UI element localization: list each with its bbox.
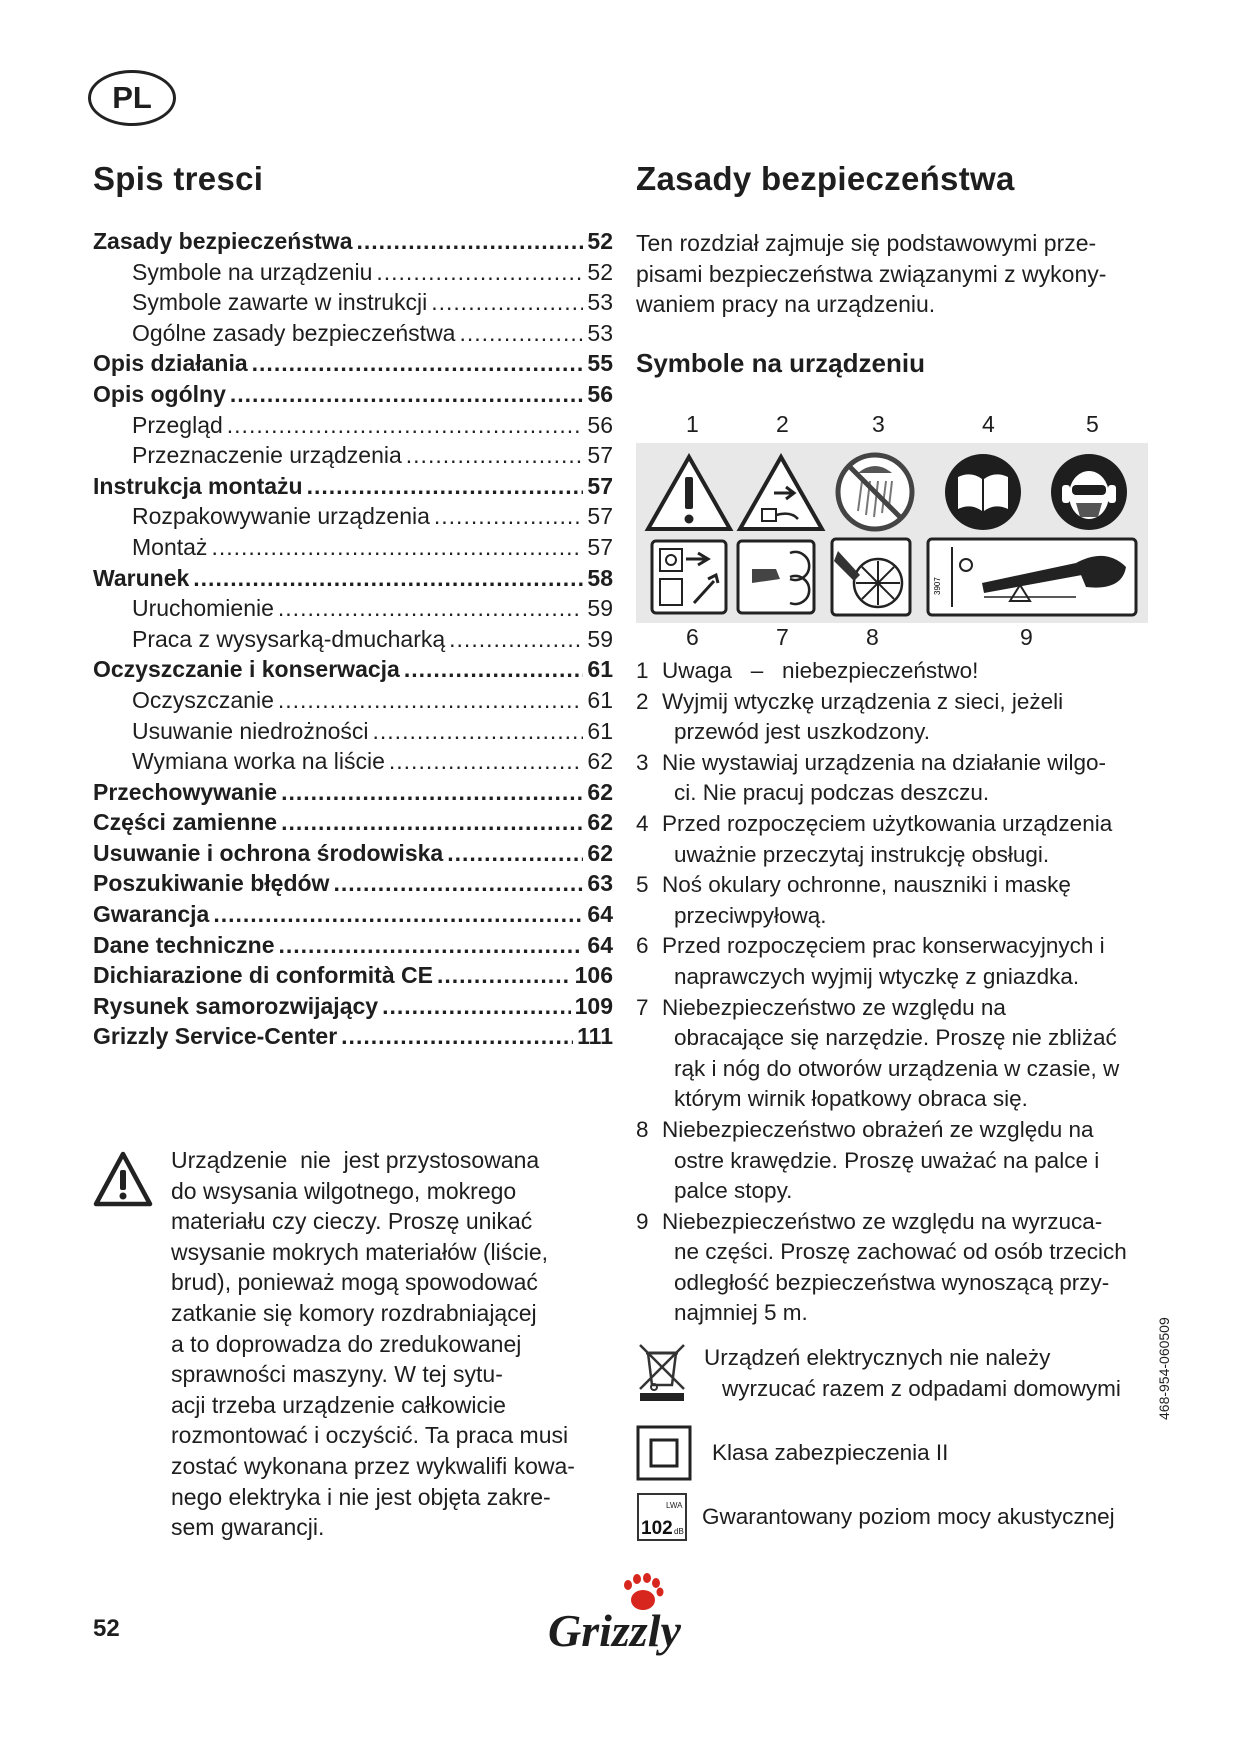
toc-entry-label: Oczyszczanie — [132, 686, 274, 713]
symbol-description-number: 8 — [636, 1116, 649, 1142]
warning-line: acji trzeba urządzenie całkowicie — [171, 1391, 506, 1418]
symbol-description-text: obracające się narzędzie. Proszę nie zbliżać — [674, 1025, 1117, 1051]
rotating-tool-icon — [736, 539, 816, 615]
symbol-number: 2 — [776, 411, 789, 437]
toc-entry — [93, 932, 613, 963]
symbol-description-line — [636, 717, 1156, 748]
symbol-description-number — [636, 962, 662, 993]
toc-leader-dots — [281, 809, 583, 836]
symbol-numbers-bottom — [636, 624, 1156, 654]
toc-entry-label: Przegląd — [132, 411, 223, 438]
symbol-description-text: ci. Nie pracuj podczas deszczu. — [674, 780, 990, 806]
toc-leader-dots — [406, 442, 584, 469]
weee-line-1: Urządzeń elektrycznych nie należy — [704, 1345, 1051, 1370]
symbol-description-text: uważnie przeczytaj instrukcję obsługi. — [674, 841, 1050, 867]
toc-entry-page: 58 — [587, 564, 613, 591]
toc-leader-dots — [357, 228, 584, 255]
toc-entry — [93, 350, 613, 381]
toc-entry-page: 52 — [587, 258, 613, 285]
symbol-description-number — [636, 1023, 662, 1054]
toc-entry-page: 59 — [587, 595, 613, 622]
symbol-description-text: odległość bezpieczeństwa wynoszącą przy- — [674, 1269, 1110, 1295]
read-manual-icon — [942, 451, 1024, 533]
symbol-description-line — [636, 962, 1156, 993]
symbol-description-line — [636, 1146, 1156, 1177]
symbol-description-number — [636, 717, 662, 748]
unplug-before-maintenance-icon — [650, 539, 728, 615]
symbol-description-line — [636, 687, 1156, 718]
toc-entry — [93, 534, 613, 565]
warning-line: do wsysania wilgotnego, mokrego — [171, 1177, 517, 1204]
language-badge: PL — [88, 70, 176, 126]
toc-leader-dots — [376, 259, 583, 286]
symbol-description-number: 2 — [636, 688, 649, 714]
toc-entry-label: Dichiarazione di conformità CE — [93, 962, 433, 989]
toc-entry — [93, 259, 613, 290]
toc-leader-dots — [227, 412, 584, 439]
toc-leader-dots — [459, 320, 583, 347]
toc-entry-label: Dane techniczne — [93, 931, 275, 958]
symbol-description-number: 7 — [636, 994, 649, 1020]
symbol-descriptions — [636, 656, 1156, 1329]
symbol-description-line — [636, 656, 1156, 687]
warning-note — [171, 1145, 611, 1543]
symbol-description-text: przewód jest uszkodzony. — [674, 719, 930, 745]
toc-entry-page: 109 — [574, 992, 613, 1019]
toc-entry-page: 63 — [587, 870, 613, 897]
symbol-description-line — [636, 1023, 1156, 1054]
symbol-number: 1 — [686, 411, 699, 437]
protective-gear-icon — [1048, 451, 1130, 533]
toc-entry — [93, 779, 613, 810]
toc-entry-label: Przeznaczenie urządzenia — [132, 442, 402, 469]
symbol-number: 3 — [872, 411, 885, 437]
symbol-description-text: Nie wystawiaj urządzenia na działanie wilgo- — [662, 749, 1106, 775]
toc-entry-page: 62 — [587, 778, 613, 805]
symbol-description-number — [636, 1237, 662, 1268]
toc-entry — [93, 870, 613, 901]
toc-entry-page: 62 — [587, 839, 613, 866]
toc-leader-dots — [278, 595, 584, 622]
toc-entry-label: Symbole na urządzeniu — [132, 258, 373, 285]
toc-entry — [93, 473, 613, 504]
warning-line: wsysanie mokrych materiałów (liście, — [171, 1238, 549, 1265]
toc-entry-page: 57 — [587, 533, 613, 560]
symbol-description-line — [636, 748, 1156, 779]
symbol-description-text: Uwaga – niebezpieczeństwo! — [662, 658, 979, 683]
toc-leader-dots — [252, 350, 584, 377]
symbol-description-line — [636, 1115, 1156, 1146]
noise-label-text: Gwarantowany poziom mocy akustycznej — [702, 1503, 1115, 1529]
noise-unit: dB — [674, 1527, 684, 1536]
class2-label: Klasa zabezpieczenia II — [712, 1439, 949, 1465]
toc-entry-label: Montaż — [132, 533, 208, 560]
toc-leader-dots — [449, 626, 583, 653]
symbol-description-text: Niebezpieczeństwo ze względu na wyrzuca- — [662, 1208, 1103, 1234]
symbol-number: 9 — [1020, 624, 1033, 650]
toc-entry — [93, 1023, 613, 1054]
intro-line: Ten rozdział zajmuje się podstawowymi prze- — [636, 230, 1097, 256]
class2-info — [636, 1425, 948, 1481]
toc-leader-dots — [213, 901, 583, 928]
toc-entry-label: Usuwanie i ochrona środowiska — [93, 839, 444, 866]
toc-leader-dots — [437, 962, 571, 989]
toc-entry — [93, 687, 613, 718]
symbol-description-line — [636, 1237, 1156, 1268]
safety-symbols-panel — [636, 443, 1148, 623]
toc-leader-dots — [193, 565, 583, 592]
symbol-description-line — [636, 1054, 1156, 1085]
ejected-parts-distance-icon — [926, 537, 1138, 617]
document-number: 468-954-060509 — [1156, 1317, 1172, 1420]
toc-entry-label: Ogólne zasady bezpieczeństwa — [132, 319, 456, 346]
toc-entry — [93, 626, 613, 657]
symbol-description-text: ne części. Proszę zachować od osób trzecich — [674, 1239, 1127, 1265]
attention-icon — [644, 453, 734, 533]
weee-bin-icon — [636, 1343, 688, 1401]
toc-entry-page: 62 — [587, 809, 613, 836]
symbol-description-number — [636, 778, 662, 809]
symbol-description-text: Niebezpieczeństwo ze względu na — [662, 994, 1006, 1020]
symbol-description-text: którym wirnik łopatkowy obraca się. — [674, 1086, 1028, 1112]
warning-line: rozmontować i oczyścić. Ta praca musi — [171, 1422, 569, 1449]
toc-entry-page: 111 — [577, 1023, 613, 1050]
warning-line: sem gwarancji. — [171, 1514, 325, 1541]
symbols-heading: Symbole na urządzeniu — [636, 348, 925, 378]
toc-entry-label: Rozpakowywanie urządzenia — [132, 503, 430, 530]
warning-line: a to doprowadza do zredukowanej — [171, 1330, 522, 1357]
toc-entry — [93, 412, 613, 443]
symbol-description-number — [636, 1146, 662, 1177]
toc-entry — [93, 381, 613, 412]
symbol-number: 6 — [686, 624, 699, 650]
toc-entry — [93, 718, 613, 749]
toc-entry — [93, 565, 613, 596]
toc-entry-page: 53 — [587, 289, 613, 316]
symbol-description-number — [636, 1054, 662, 1085]
symbol-description-number: 1 — [636, 658, 649, 683]
toc-entry — [93, 595, 613, 626]
grizzly-logo — [540, 1570, 700, 1660]
symbol-description-text: Noś okulary ochronne, nauszniki i maskę — [662, 872, 1071, 898]
symbol-description-line — [636, 1268, 1156, 1299]
symbol-number: 8 — [866, 624, 879, 650]
toc-entry-label: Opis ogólny — [93, 380, 226, 407]
toc-leader-dots — [281, 779, 583, 806]
toc-entry — [93, 289, 613, 320]
symbol-description-text: przeciwpyłową. — [674, 902, 827, 928]
toc-entry-label: Grizzly Service-Center — [93, 1023, 338, 1050]
symbol-description-number: 5 — [636, 872, 649, 898]
toc-entry-label: Gwarancja — [93, 901, 210, 928]
toc-entry — [93, 442, 613, 473]
toc-entry-page: 52 — [587, 228, 613, 254]
toc-entry-label: Instrukcja montażu — [93, 472, 303, 499]
toc-entry-label: Zasady bezpieczeństwa — [93, 228, 353, 254]
warning-line: Urządzenie nie jest przystosowana — [171, 1147, 540, 1173]
symbol-description-text: najmniej 5 m. — [674, 1300, 808, 1326]
symbol-description-number: 9 — [636, 1208, 649, 1234]
warning-line: sprawności maszyny. W tej sytu- — [171, 1361, 503, 1388]
symbol-description-text: Niebezpieczeństwo obrażeń ze względu na — [662, 1116, 1094, 1142]
protection-class-ii-icon — [636, 1425, 692, 1481]
toc-leader-dots — [389, 748, 584, 775]
toc-entry-page: 59 — [587, 625, 613, 652]
toc-leader-dots — [373, 718, 584, 745]
toc-entry-page: 56 — [587, 411, 613, 438]
toc-entry-label: Wymiana worka na liście — [132, 748, 385, 775]
symbol-description-line — [636, 901, 1156, 932]
toc-entry — [93, 228, 613, 259]
toc-entry-label: Rysunek samorozwijający — [93, 992, 379, 1019]
toc-entry-label: Części zamienne — [93, 809, 278, 836]
symbol-description-line — [636, 840, 1156, 871]
warning-line: materiału czy cieczy. Proszę unikać — [171, 1208, 533, 1235]
symbol-number: 5 — [1086, 411, 1099, 437]
symbol-description-text: Przed rozpoczęciem prac konserwacyjnych i — [662, 933, 1105, 959]
toc-entry-page: 62 — [587, 748, 613, 775]
weee-line-2: wyrzucać razem z odpadami domowymi — [722, 1375, 1121, 1401]
toc-entry — [93, 656, 613, 687]
toc-leader-dots — [431, 289, 583, 316]
toc-entry — [93, 503, 613, 534]
toc-entry — [93, 993, 613, 1024]
toc-entry-page: 56 — [587, 380, 613, 407]
toc-leader-dots — [279, 932, 584, 959]
toc-entry-page: 57 — [587, 472, 613, 499]
symbol-description-line — [636, 993, 1156, 1024]
toc-entry-page: 57 — [587, 442, 613, 469]
warning-line: brud), ponieważ mogą spowodować — [171, 1269, 538, 1296]
toc-leader-dots — [341, 1023, 573, 1050]
warning-line: nego elektryka i nie jest objęta zakre- — [171, 1483, 551, 1510]
toc-leader-dots — [278, 687, 584, 714]
toc-entry-label: Symbole zawarte w instrukcji — [132, 289, 428, 316]
symbol-description-line — [636, 1084, 1156, 1115]
toc-leader-dots — [447, 840, 583, 867]
symbol-description-number: 3 — [636, 749, 649, 775]
symbol-description-number: 4 — [636, 810, 649, 836]
toc-entry — [93, 840, 613, 871]
sticker-code: 3907 — [933, 577, 942, 595]
toc-entry-page: 64 — [587, 901, 613, 928]
toc-entry-label: Przechowywanie — [93, 778, 278, 805]
toc-leader-dots — [404, 656, 584, 683]
symbol-description-line — [636, 870, 1156, 901]
symbol-number: 7 — [776, 624, 789, 650]
symbol-description-line — [636, 931, 1156, 962]
toc-entry-page: 61 — [587, 717, 613, 744]
brand-wordmark: Grizzly — [548, 1605, 681, 1656]
toc-entry — [93, 320, 613, 351]
damaged-cable-unplug-icon — [736, 453, 826, 533]
intro-line: waniem pracy na urządzeniu. — [636, 291, 936, 318]
weee-info — [636, 1343, 1121, 1404]
toc-entry-label: Usuwanie niedrożności — [132, 717, 369, 744]
toc-entry — [93, 748, 613, 779]
symbol-description-text: Wyjmij wtyczkę urządzenia z sieci, jeżeli — [662, 688, 1064, 714]
toc-entry-page: 53 — [587, 319, 613, 346]
toc-entry-label: Uruchomienie — [132, 595, 274, 622]
toc-title: Spis tresci — [93, 160, 264, 197]
warning-triangle-icon — [92, 1150, 154, 1208]
symbol-description-number — [636, 1298, 662, 1329]
toc-leader-dots — [333, 870, 583, 897]
toc-entry — [93, 809, 613, 840]
toc-entry-label: Poszukiwanie błędów — [93, 870, 330, 897]
toc-entry-page: 106 — [574, 962, 613, 989]
symbol-description-number: 6 — [636, 933, 649, 959]
symbol-description-line — [636, 1176, 1156, 1207]
toc-entry-page: 64 — [587, 931, 613, 958]
symbol-number: 4 — [982, 411, 995, 437]
table-of-contents — [93, 228, 613, 1054]
symbol-description-number — [636, 1176, 662, 1207]
section-title: Zasady bezpieczeństwa — [636, 160, 1015, 197]
noise-label: LWA — [666, 1501, 683, 1510]
symbol-description-number — [636, 901, 662, 932]
toc-entry-page: 55 — [587, 350, 613, 377]
toc-leader-dots — [434, 503, 584, 530]
toc-entry-page: 57 — [587, 503, 613, 530]
intro-line: pisami bezpieczeństwa związanymi z wykony- — [636, 260, 1107, 287]
toc-entry-label: Oczyszczanie i konserwacja — [93, 656, 400, 683]
symbol-description-text: ostre krawędzie. Proszę uważać na palce i — [674, 1147, 1100, 1173]
noise-value: 102 — [641, 1518, 673, 1539]
toc-leader-dots — [307, 473, 584, 500]
symbol-description-text: palce stopy. — [674, 1178, 793, 1204]
sharp-impeller-icon — [830, 537, 912, 617]
symbol-description-text: Przed rozpoczęciem użytkowania urządzenia — [662, 810, 1113, 836]
toc-entry-label: Warunek — [93, 564, 190, 591]
toc-leader-dots — [211, 534, 583, 561]
toc-entry-page: 61 — [587, 656, 613, 683]
toc-entry-page: 61 — [587, 686, 613, 713]
page-number: 52 — [93, 1615, 120, 1642]
symbol-numbers-top — [636, 411, 1156, 441]
symbol-description-line — [636, 1207, 1156, 1238]
symbol-description-text: naprawczych wyjmij wtyczkę z gniazdka. — [674, 963, 1080, 989]
toc-entry — [93, 901, 613, 932]
symbol-description-number — [636, 1084, 662, 1115]
symbol-description-line — [636, 1298, 1156, 1329]
symbol-description-text: rąk i nóg do otworów urządzenia w czasie, w — [674, 1055, 1120, 1081]
sound-power-icon — [636, 1492, 688, 1542]
toc-leader-dots — [382, 993, 571, 1020]
toc-entry — [93, 962, 613, 993]
warning-line: zatkanie się komory rozdrabniającej — [171, 1299, 537, 1326]
symbol-description-line — [636, 778, 1156, 809]
toc-leader-dots — [230, 381, 584, 408]
noise-info — [636, 1492, 1115, 1542]
symbol-description-line — [636, 809, 1156, 840]
intro-paragraph — [636, 228, 1156, 320]
no-rain-icon — [834, 451, 916, 533]
toc-entry-label: Praca z wysysarką-dmucharką — [132, 625, 446, 652]
warning-line: zostać wykonana przez wykwalifi kowa- — [171, 1452, 575, 1479]
toc-entry-label: Opis działania — [93, 350, 248, 377]
symbol-description-number — [636, 1268, 662, 1299]
symbol-description-number — [636, 840, 662, 871]
